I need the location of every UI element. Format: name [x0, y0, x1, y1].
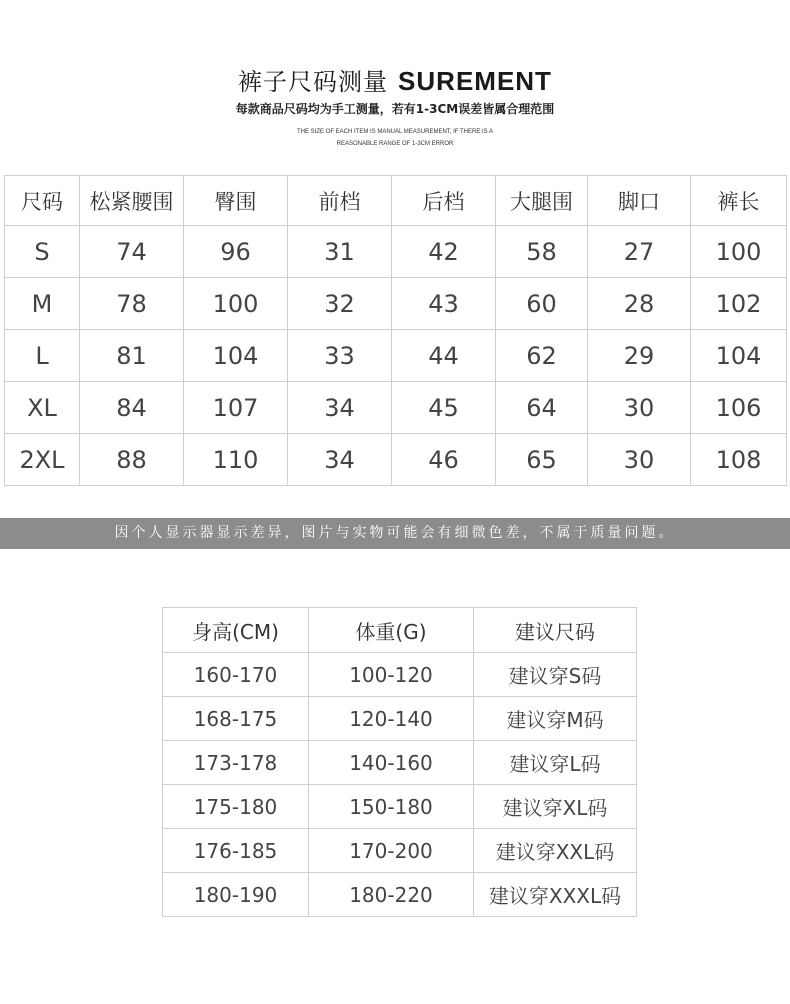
header-cell: 建议尺码	[474, 608, 637, 653]
table-cell: 100	[184, 278, 288, 330]
header-cell: 裤长	[691, 176, 787, 226]
table-cell: 42	[392, 226, 496, 278]
table-cell: 34	[288, 434, 392, 486]
table-cell: 65	[496, 434, 588, 486]
table-cell: L	[5, 330, 80, 382]
table-cell: 120-140	[309, 697, 474, 741]
table-cell: 建议穿XXXL码	[474, 873, 637, 917]
table-cell: 建议穿XXL码	[474, 829, 637, 873]
table-cell: 106	[691, 382, 787, 434]
table-cell: 建议穿XL码	[474, 785, 637, 829]
table-cell: 27	[588, 226, 691, 278]
table-cell: 81	[80, 330, 184, 382]
table-cell: S	[5, 226, 80, 278]
table-cell: 96	[184, 226, 288, 278]
table-header-row	[163, 608, 637, 653]
table-cell: 29	[588, 330, 691, 382]
header-cell: 前档	[288, 176, 392, 226]
table-cell: 170-200	[309, 829, 474, 873]
table-cell: 180-190	[163, 873, 309, 917]
size-recommendation-table	[162, 607, 637, 917]
table-cell: 建议穿M码	[474, 697, 637, 741]
table-cell: 30	[588, 382, 691, 434]
english-note-line-2: REASONABLE RANGE OF 1-3CM ERROR	[336, 141, 454, 147]
table-row	[163, 785, 637, 829]
table-header-row	[5, 176, 787, 226]
table-cell: 30	[588, 434, 691, 486]
table-cell: 104	[691, 330, 787, 382]
table-cell: 建议穿S码	[474, 653, 637, 697]
table-cell: XL	[5, 382, 80, 434]
table-cell: 建议穿L码	[474, 741, 637, 785]
table-row	[163, 741, 637, 785]
table-cell: 84	[80, 382, 184, 434]
table-row	[163, 697, 637, 741]
table-cell: 168-175	[163, 697, 309, 741]
table-cell: 108	[691, 434, 787, 486]
table-cell: 100	[691, 226, 787, 278]
table-cell: 58	[496, 226, 588, 278]
table-row	[163, 653, 637, 697]
table-cell: 2XL	[5, 434, 80, 486]
size-table	[4, 175, 787, 486]
table-row	[163, 873, 637, 917]
english-note-line-1: THE SIZE OF EACH ITEM IS MANUAL MEASUREMENT, IF THERE IS A	[296, 129, 494, 135]
table-row	[5, 382, 787, 434]
title-english: SUREMENT	[398, 66, 552, 96]
header-cell: 尺码	[5, 176, 80, 226]
table-cell: 64	[496, 382, 588, 434]
table-row	[163, 829, 637, 873]
table-row	[5, 278, 787, 330]
table-cell: 62	[496, 330, 588, 382]
table-cell: 33	[288, 330, 392, 382]
header-cell: 臀围	[184, 176, 288, 226]
table-cell: 100-120	[309, 653, 474, 697]
title-chinese: 裤子尺码测量	[238, 68, 389, 96]
table-cell: 173-178	[163, 741, 309, 785]
table-cell: 140-160	[309, 741, 474, 785]
page-title	[0, 62, 790, 97]
table-cell: 60	[496, 278, 588, 330]
table-cell: 46	[392, 434, 496, 486]
table-row	[5, 330, 787, 382]
header-cell: 松紧腰围	[80, 176, 184, 226]
table-cell: 107	[184, 382, 288, 434]
disclaimer-text: 因个人显示器显示差异，图片与实物可能会有细微色差，不属于质量问题。	[114, 525, 676, 541]
table-cell: 175-180	[163, 785, 309, 829]
table-cell: 88	[80, 434, 184, 486]
table-cell: 28	[588, 278, 691, 330]
header-cell: 体重(G)	[309, 608, 474, 653]
table-cell: 74	[80, 226, 184, 278]
disclaimer-banner	[0, 518, 790, 549]
table-cell: 43	[392, 278, 496, 330]
table-cell: 180-220	[309, 873, 474, 917]
table-cell: 34	[288, 382, 392, 434]
table-cell: 150-180	[309, 785, 474, 829]
table-cell: 44	[392, 330, 496, 382]
table-cell: 45	[392, 382, 496, 434]
header-cell: 大腿围	[496, 176, 588, 226]
header-cell: 脚口	[588, 176, 691, 226]
table-cell: 110	[184, 434, 288, 486]
table-row	[5, 226, 787, 278]
table-row	[5, 434, 787, 486]
table-cell: 160-170	[163, 653, 309, 697]
table-cell: 102	[691, 278, 787, 330]
table-cell: 78	[80, 278, 184, 330]
english-note	[0, 126, 790, 150]
table-cell: 31	[288, 226, 392, 278]
table-cell: 176-185	[163, 829, 309, 873]
table-cell: M	[5, 278, 80, 330]
header-cell: 后档	[392, 176, 496, 226]
table-cell: 104	[184, 330, 288, 382]
subtitle: 每款商品尺码均为手工测量，若有1-3CM误差皆属合理范围	[235, 102, 555, 116]
header-cell: 身高(CM)	[163, 608, 309, 653]
table-cell: 32	[288, 278, 392, 330]
